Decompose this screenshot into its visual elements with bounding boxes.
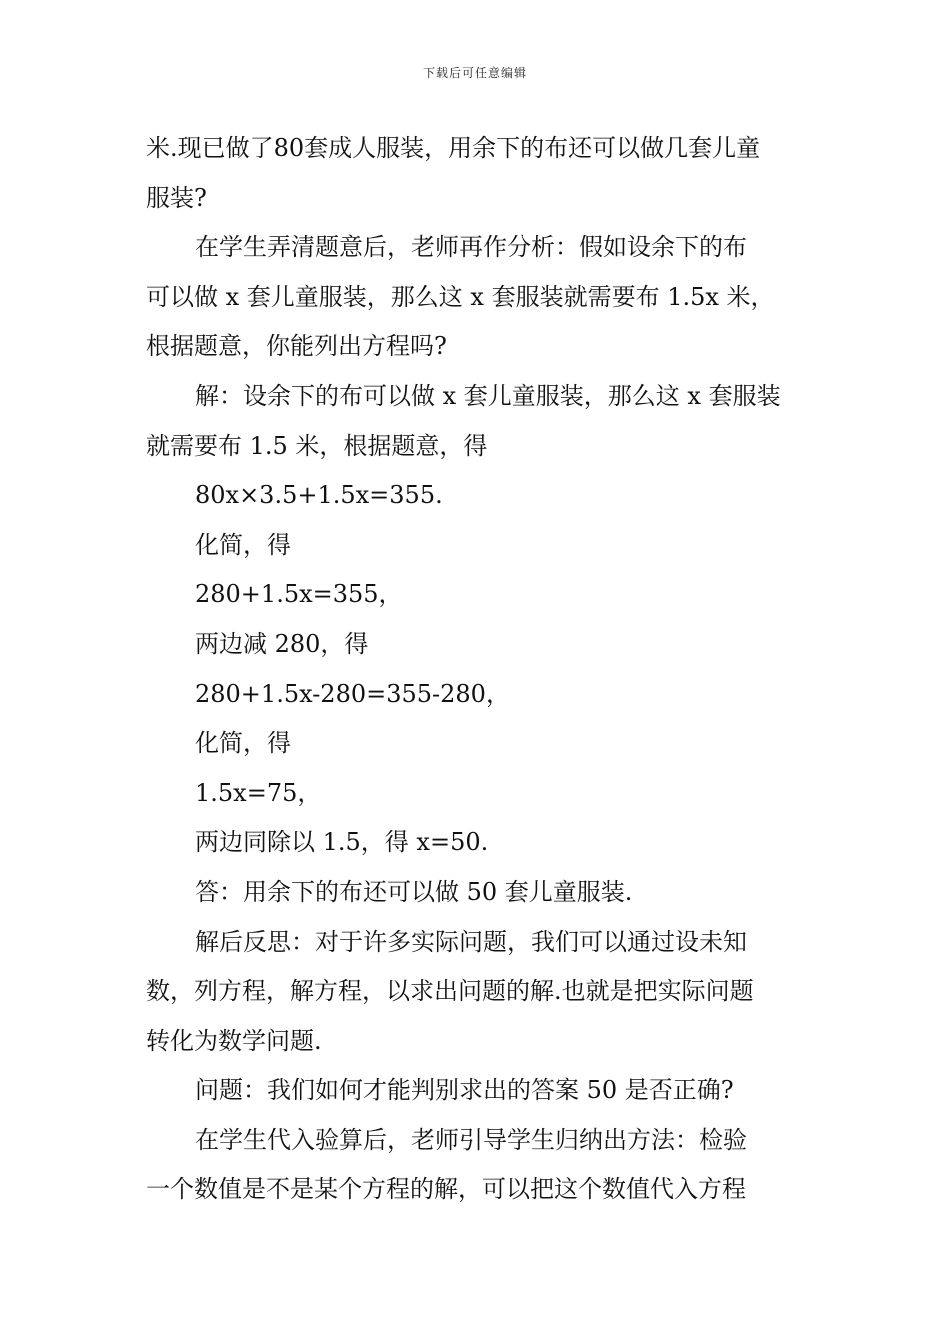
- text-line: 两边减 280，得: [195, 629, 369, 658]
- text-line: 在学生弄清题意后，老师再作分析：假如设余下的布: [195, 233, 747, 262]
- text-line: 解后反思：对于许多实际问题，我们可以通过设未知: [195, 927, 747, 956]
- text-line: 转化为数学问题.: [146, 1026, 322, 1055]
- text-line: 一个数值是不是某个方程的解，可以把这个数值代入方程: [146, 1175, 746, 1204]
- equation-line: 1.5x=75，: [195, 778, 322, 807]
- text-line: 根据题意，你能列出方程吗?: [146, 332, 447, 361]
- text-line: 在学生代入验算后，老师引导学生归纳出方法：检验: [195, 1125, 747, 1154]
- text-line: 可以做 x 套儿童服装，那么这 x 套服装就需要布 1.5x 米，: [146, 282, 775, 311]
- text-line: 化简，得: [195, 729, 291, 758]
- equation-line: 280+1.5x-280=355-280，: [195, 679, 510, 708]
- text-line: 问题：我们如何才能判别求出的答案 50 是否正确?: [195, 1076, 734, 1105]
- text-line: 解：设余下的布可以做 x 套儿童服装，那么这 x 套服装: [195, 381, 781, 410]
- page-header: 下载后可任意编辑: [422, 66, 527, 80]
- equation-line: 80x×3.5+1.5x=355.: [195, 481, 443, 510]
- text-line: 就需要布 1.5 米，根据题意，得: [146, 431, 488, 460]
- text-line: 两边同除以 1.5，得 x=50.: [195, 828, 489, 857]
- text-line: 米.现已做了80套成人服装，用余下的布还可以做几套儿童: [146, 134, 761, 162]
- text-line: 服装?: [146, 183, 207, 212]
- document-body: [146, 124, 810, 1215]
- text-line: 数，列方程，解方程，以求出问题的解.也就是把实际问题: [146, 977, 754, 1006]
- equation-line: 280+1.5x=355，: [195, 580, 403, 609]
- answer-line: 答：用余下的布还可以做 50 套儿童服装.: [195, 877, 633, 906]
- text-line: 化简，得: [195, 530, 291, 559]
